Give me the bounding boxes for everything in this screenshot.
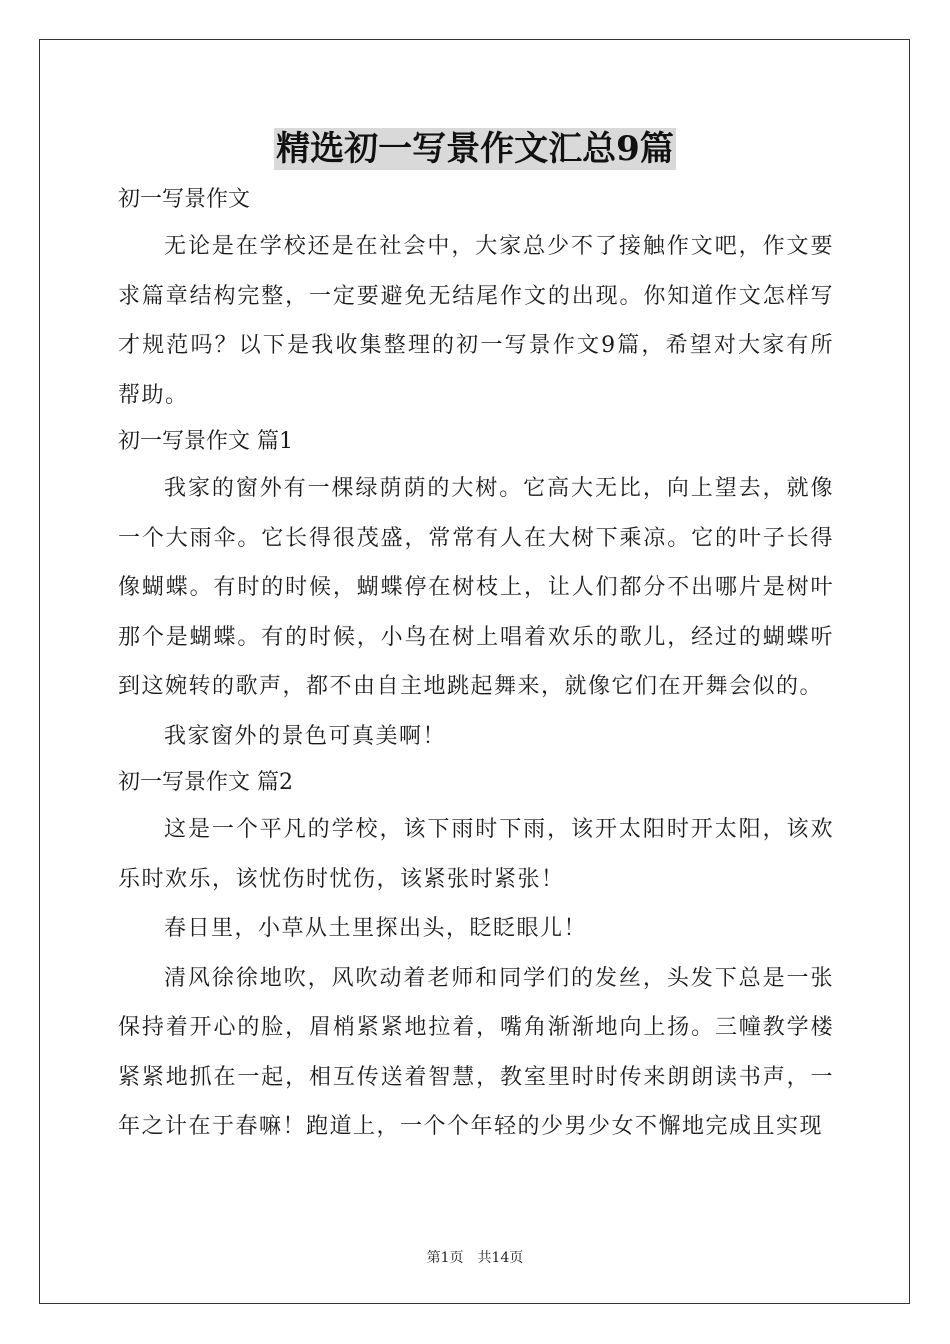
section-1-paragraph-1: 我家的窗外有一棵绿荫荫的大树。它高大无比，向上望去，就像一个大雨伞。它长得很茂盛，常常有人在大树下乘凉。它的叶子长得像蝴蝶。有时的时候，蝴蝶停在树枝上，让人们都分不出哪片是树叶那个是蝴蝶。有的时候，小鸟在树上唱着欢乐的歌儿，经过的蝴蝶听到这婉转的歌声，都不由自主地跳起舞来，就像它们在开舞会似的。 (118, 476, 834, 699)
section-heading-1: 初一写景作文 篇1 (118, 429, 293, 454)
document-body (118, 178, 834, 1152)
section-1-paragraph-2: 我家窗外的景色可真美啊！ (164, 723, 447, 749)
section-2-paragraph-3: 清风徐徐地吹，风吹动着老师和同学们的发丝，头发下总是一张保持着开心的脸，眉梢紧紧地拉着，嘴角渐渐地向上扬。三幢教学楼紧紧地抓在一起，相互传送着智慧，教室里时时传来朗朗读书声，一年之计在于春嘛！跑道上，一个个年轻的少男少女不懈地完成且实现 (118, 965, 834, 1139)
intro-heading: 初一写景作文 (118, 187, 251, 212)
section-2-paragraph-1: 这是一个平凡的学校，该下雨时下雨，该开太阳时开太阳，该欢乐时欢乐，该忧伤时忧伤，该紧张时紧张！ (118, 817, 834, 892)
page-footer: 第1页 共14页 (426, 1250, 524, 1266)
section-heading-2: 初一写景作文 篇2 (118, 770, 293, 795)
intro-paragraph: 无论是在学校还是在社会中，大家总少不了接触作文吧，作文要求篇章结构完整，一定要避免无结尾作文的出现。你知道作文怎样写才规范吗？以下是我收集整理的初一写景作文9篇，希望对大家有所帮助。 (118, 234, 834, 408)
section-2-paragraph-2: 春日里，小草从土里探出头，眨眨眼儿！ (164, 916, 588, 941)
title-container (0, 128, 950, 170)
document-title: 精选初一写景作文汇总9篇 (276, 129, 674, 169)
